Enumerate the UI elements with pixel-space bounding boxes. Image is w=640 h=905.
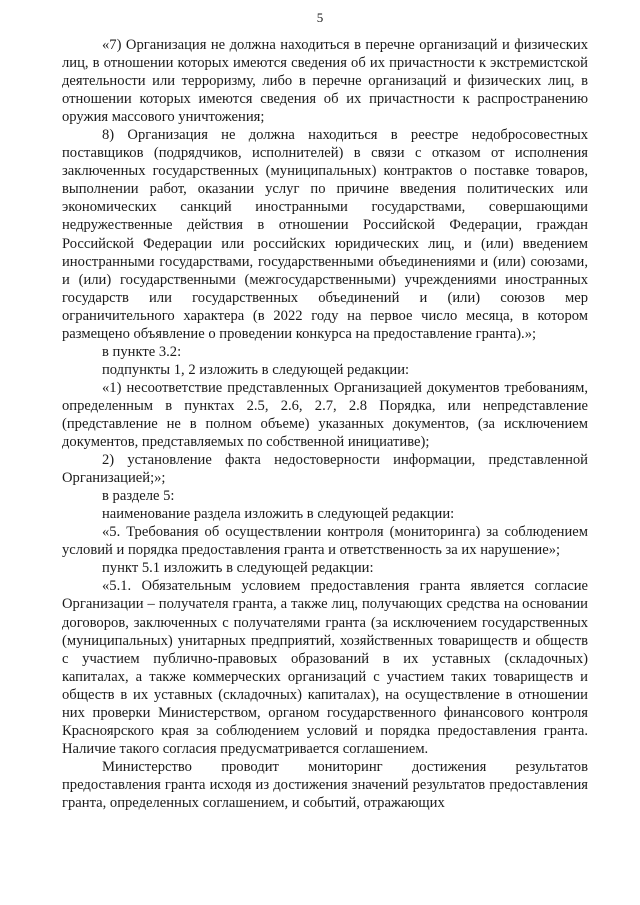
paragraph-item-8: 8) Организация не должна находиться в реестре недобросовестных поставщиков (подрядчиков, исполнителей) в связи с отказом от исполнения заключенных государственных (муниципальных) контрактов о поставке товаров, выполнении работ, оказании услуг по причине введения политических или экономических санкций иностранными государствами, совершающими недружественные действия в отношении Российской Федерации, граждан Российской Федерации или российских юридических лиц, и (или) введением иностранными государствами, государственными объединениями и (или) союзами, и (или) государственными (межгосударственными) учреждениями иностранных государств или государственных объединений и (или) союзов мер ограничительного характера (в 2022 году на первое число месяца, в котором размещено объявление о проведении конкурса на предоставление гранта).»;: [62, 127, 588, 342]
paragraph-ministry-monitoring: Министерство проводит мониторинг достижения результатов предоставления гранта исходя из достижения значений результатов предоставления гранта, определенных соглашением, и событий, отражающих: [62, 758, 588, 811]
document-body: [62, 36, 588, 812]
paragraph-subclause-1: «1) несоответствие представленных Организацией документов требованиям, определенным в пунктах 2.5, 2.6, 2.7, 2.8 Порядка, или непредставление (представление не в полном объеме) указанных документов, (за исключением документов, представляемых по собственной инициативе);: [62, 379, 588, 451]
paragraph-section-5-title: «5. Требования об осуществлении контроля (мониторинга) за соблюдением условий и порядка предоставления гранта и ответственность за их нарушение»;: [62, 524, 588, 559]
paragraph-subclause-2: 2) установление факта недостоверности информации, представленной Организацией;»;: [62, 452, 588, 487]
paragraph-clause-3-2: в пункте 3.2:: [102, 343, 182, 360]
paragraph-section-name-intro: наименование раздела изложить в следующей редакции:: [102, 506, 455, 523]
paragraph-clause-5-1-intro: пункт 5.1 изложить в следующей редакции:: [102, 560, 374, 577]
paragraph-item-7: «7) Организация не должна находиться в перечне организаций и физических лиц, в отношении которых имеются сведения об их причастности к экстремистской деятельности или терроризму, либо в перечне организаций и физических лиц, в отношении которых имеются сведения об их причастности к распространению оружия массового уничтожения;: [62, 37, 588, 126]
page-number: 5: [316, 10, 324, 25]
paragraph-clause-5-1: «5.1. Обязательным условием предоставления гранта является согласие Организации – получателя гранта, а также лиц, получающих средства на основании договоров, заключенных с получателями гранта (за исключением государственных (муниципальных) унитарных предприятий, хозяйственных товариществ и обществ с участием публично-правовых образований в их уставных (складочных) капиталах, а также коммерческих организаций с участием таких товариществ и обществ в их уставных (складочных) капиталах), на осуществление в отношении них проверки Министерством, органом государственного финансового контроля Красноярского края за соблюдением условий и порядка предоставления гранта. Наличие такого согласия предусматривается соглашением.: [62, 578, 588, 757]
paragraph-subclauses-intro: подпункты 1, 2 изложить в следующей редакции:: [102, 361, 410, 378]
paragraph-section-5: в разделе 5:: [102, 488, 175, 505]
